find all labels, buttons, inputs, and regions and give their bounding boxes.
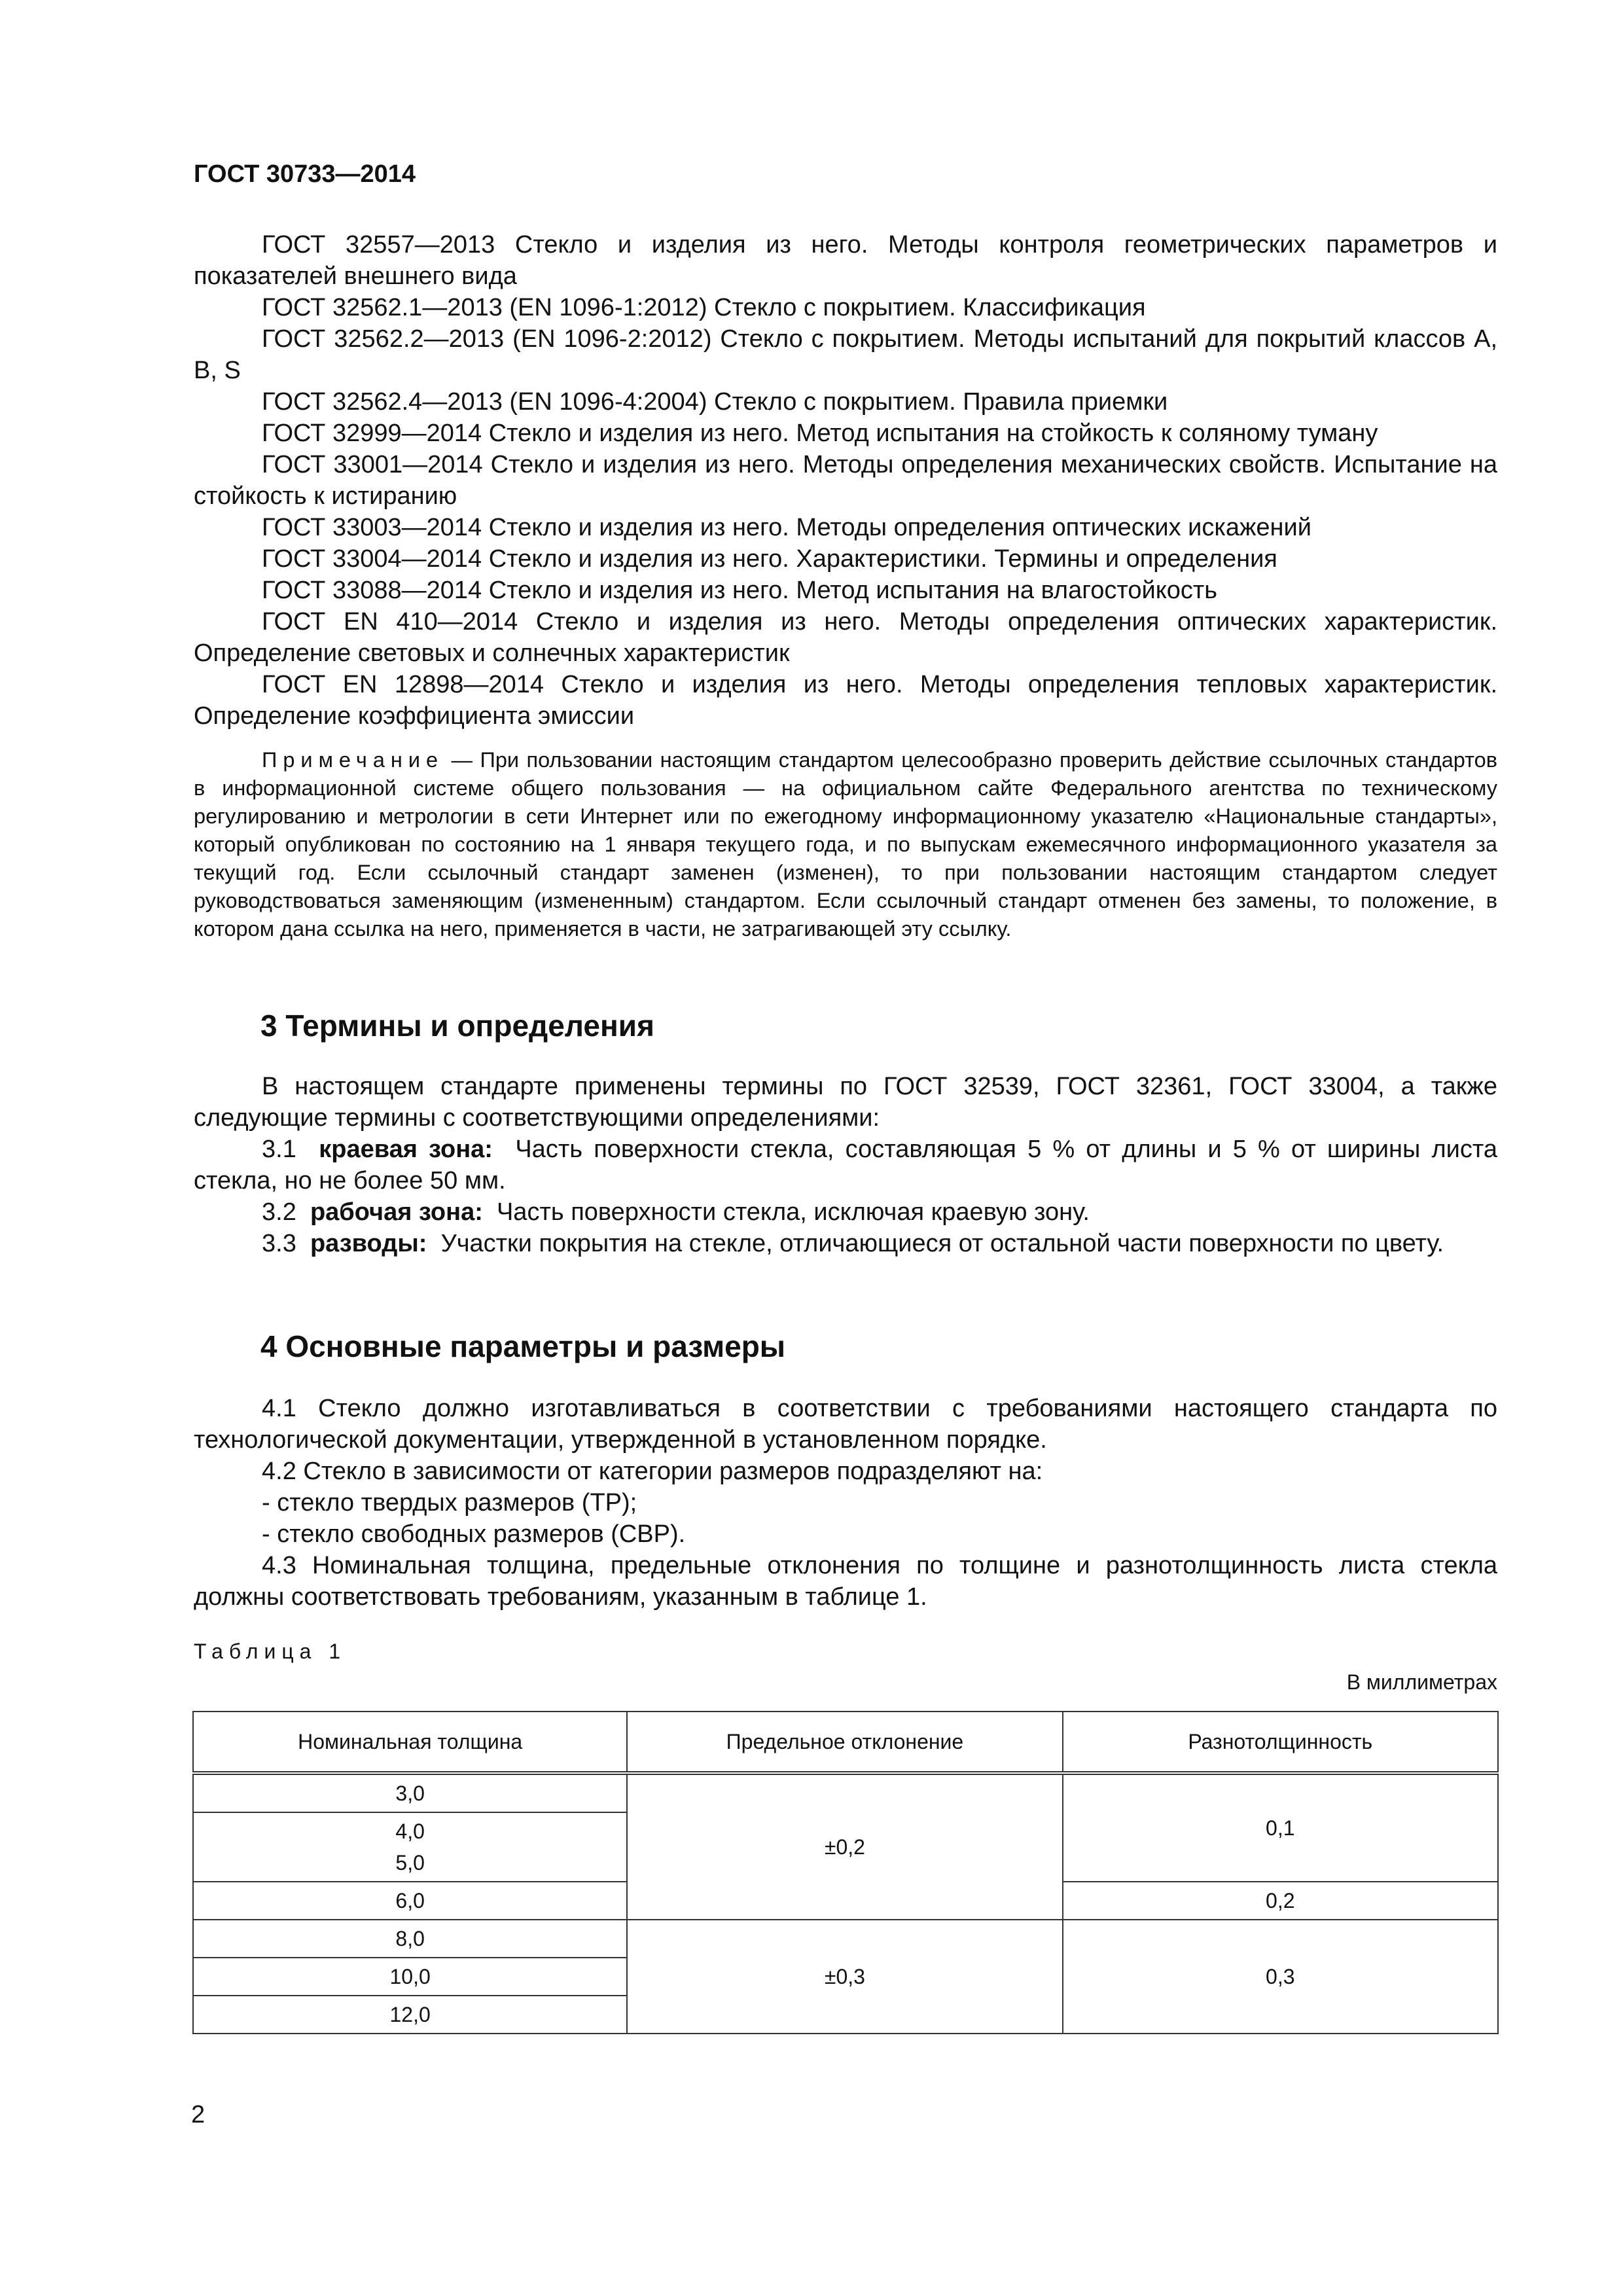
thickness-value: 4,0: [395, 1820, 425, 1843]
note-text: — При пользовании настоящим стандартом целесообразно проверить действие ссылочных стандартов в информационной системе общего пользования — на официальном сайте Федерального агентства по техническому регулированию и метрологии в сети Интернет или по ежегодному информационному указателю «Национальные стандарты», который опубликован по состоянию на 1 января текущего года, и по выпускам ежемесячного информационного указателя за текущий год. Если ссылочный стандарт заменен (изменен), то при пользовании настоящим стандартом следует руководствоваться заменяющим (измененным) стандартом. Если ссылочный стандарт отменен без замены, то положение, в котором дана ссылка на него, применяется в части, не затрагивающей эту ссылку.: [194, 748, 1497, 941]
table-cell-variation: 0,2: [1063, 1882, 1498, 1920]
reference-item: ГОСТ 33001—2014 Стекло и изделия из него. Методы определения механических свойств. Испытание на стойкость к истиранию: [194, 451, 1497, 510]
reference-item: ГОСТ 32999—2014 Стекло и изделия из него. Метод испытания на стойкость к соляному туману: [262, 420, 1378, 447]
list-item: - стекло свободных размеров (СВР).: [262, 1520, 686, 1548]
term-name: разводы:: [310, 1230, 427, 1257]
note-label: Примечание: [262, 748, 444, 772]
table-cell-variation: 0,3: [1063, 1920, 1498, 2034]
table-cell-thickness: [193, 1812, 627, 1882]
term-definition: [194, 1134, 1497, 1196]
reference-item: ГОСТ 32562.1—2013 (EN 1096-1:2012) Стекло с покрытием. Классификация: [262, 294, 1146, 321]
table-cell-thickness: 3,0: [193, 1773, 627, 1812]
normative-references: [194, 229, 1497, 732]
table-row: [193, 1773, 1498, 1812]
reference-item: ГОСТ 32557—2013 Стекло и изделия из него. Методы контроля геометрических параметров и показателей внешнего вида: [194, 231, 1497, 290]
section-3-intro: В настоящем стандарте применены термины по ГОСТ 32539, ГОСТ 32361, ГОСТ 33004, а также следующие термины с соответствующими определениями:: [194, 1073, 1497, 1132]
page-number: 2: [191, 2101, 205, 2128]
table-cell-thickness: 8,0: [193, 1920, 627, 1958]
table-cell-thickness: 6,0: [193, 1882, 627, 1920]
table-row: [193, 1920, 1498, 1958]
reference-item: ГОСТ 32562.4—2013 (EN 1096-4:2004) Стекло с покрытием. Правила приемки: [262, 388, 1168, 416]
table-cell-variation: 0,1: [1063, 1773, 1498, 1882]
reference-item: ГОСТ 32562.2—2013 (EN 1096-2:2012) Стекло с покрытием. Методы испытаний для покрытий классов A, B, S: [194, 325, 1497, 384]
term-text: Часть поверхности стекла, составляющая 5 % от длины и 5 % от ширины листа стекла, но не более 50 мм.: [194, 1136, 1497, 1194]
section-4-body: [194, 1393, 1497, 1613]
table-caption: Таблица 1: [194, 1640, 347, 1663]
reference-item: ГОСТ 33004—2014 Стекло и изделия из него. Характеристики. Термины и определения: [262, 545, 1277, 573]
reference-item: ГОСТ 33003—2014 Стекло и изделия из него. Методы определения оптических искажений: [262, 514, 1311, 541]
note-block: [194, 746, 1497, 943]
term-name: рабочая зона:: [310, 1198, 483, 1226]
term-number: 3.2: [262, 1198, 296, 1226]
term-definition: [194, 1228, 1497, 1259]
thickness-value: 5,0: [395, 1851, 425, 1874]
column-header: Разнотолщинность: [1063, 1712, 1498, 1773]
reference-item: ГОСТ 33088—2014 Стекло и изделия из него. Метод испытания на влагостойкость: [262, 577, 1218, 604]
term-text: Часть поверхности стекла, исключая краевую зону.: [496, 1198, 1090, 1226]
table-header-row: [193, 1712, 1498, 1773]
paragraph-4-2: 4.2 Стекло в зависимости от категории размеров подразделяют на:: [262, 1458, 1043, 1485]
term-number: 3.1: [262, 1136, 296, 1163]
table-cell-deviation: ±0,2: [627, 1773, 1062, 1920]
table-cell-thickness: 12,0: [193, 1996, 627, 2034]
reference-item: ГОСТ EN 12898—2014 Стекло и изделия из него. Методы определения тепловых характеристик. Определение коэффициента эмиссии: [194, 671, 1497, 730]
section-3-body: [194, 1071, 1497, 1259]
paragraph-4-1: 4.1 Стекло должно изготавливаться в соответствии с требованиями настоящего стандарта по технологической документации, утвержденной в установленном порядке.: [194, 1395, 1497, 1454]
column-header: Номинальная толщина: [193, 1712, 627, 1773]
section-3-heading: 3 Термины и определения: [260, 1009, 654, 1043]
term-definition: [194, 1196, 1497, 1228]
section-4-heading: 4 Основные параметры и размеры: [260, 1329, 786, 1363]
table-cell-thickness: 10,0: [193, 1958, 627, 1996]
thickness-table: [192, 1711, 1499, 2034]
document-header: ГОСТ 30733—2014: [194, 160, 416, 188]
term-text: Участки покрытия на стекле, отличающиеся от остальной части поверхности по цвету.: [440, 1230, 1444, 1257]
reference-item: ГОСТ EN 410—2014 Стекло и изделия из него. Методы определения оптических характеристик. Определение световых и солнечных характеристик: [194, 608, 1497, 667]
term-number: 3.3: [262, 1230, 296, 1257]
paragraph-4-3: 4.3 Номинальная толщина, предельные отклонения по толщине и разнотолщинность листа стекла должны соответствовать требованиям, указанным в таблице 1.: [194, 1552, 1497, 1611]
table-cell-deviation: ±0,3: [627, 1920, 1062, 2034]
term-name: краевая зона:: [319, 1136, 493, 1163]
list-item: - стекло твердых размеров (ТР);: [262, 1489, 637, 1516]
column-header: Предельное отклонение: [627, 1712, 1062, 1773]
table-unit: В миллиметрах: [1346, 1670, 1497, 1694]
